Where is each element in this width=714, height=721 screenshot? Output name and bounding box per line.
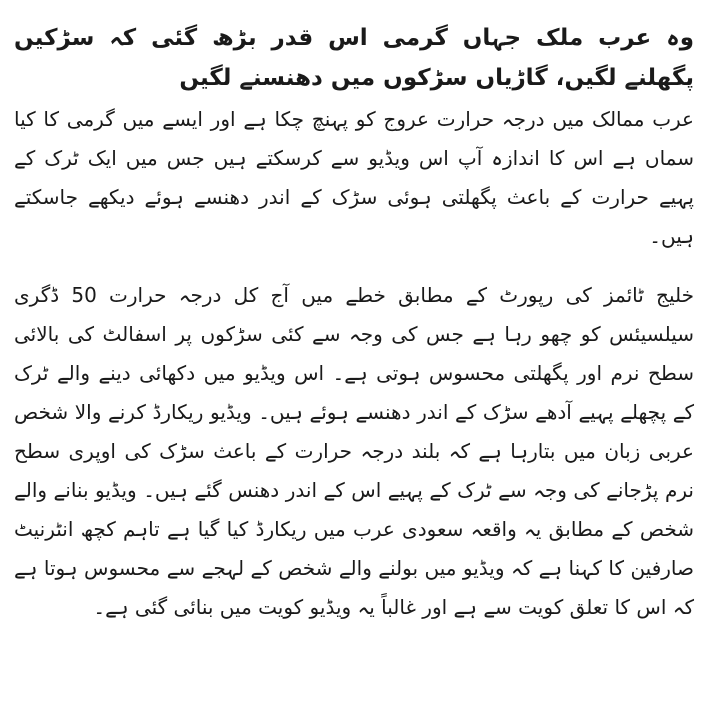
article-headline: وہ عرب ملک جہاں گرمی اس قدر بڑھ گئی کہ سڑکیں پگھلنے لگیں، گاڑیاں سڑکوں میں دھنسنے لگیں bbox=[14, 25, 694, 91]
article-paragraph-1: عرب ممالک میں درجہ حرارت عروج کو پہنچ چکا ہے اور ایسے میں گرمی کا کیا سماں ہے اس کا اندازہ آپ اس ویڈیو سے کرسکتے ہیں جس میں ایک ٹرک کے پہیے حرارت کے باعث پگھلتی ہوئی سڑک کے اندر دھنسے ہوئے دیکھے جاسکتے ہیں۔ bbox=[14, 107, 694, 248]
article-paragraph-2: خلیج ٹائمز کی رپورٹ کے مطابق خطے میں آج کل درجہ حرارت 50 ڈگری سیلسیئس کو چھو رہا ہے جس کی وجہ سے کئی سڑکوں پر اسفالٹ کی بالائی سطح نرم اور پگھلتی محسوس ہوتی ہے۔ اس ویڈیو میں دکھائی دینے والے ٹرک کے پچھلے پہیے آدھے سڑک کے اندر دھنسے ہوئے ہیں۔ ویڈیو ریکارڈ کرنے والا شخص عربی زبان میں بتارہا ہے کہ بلند درجہ حرارت کے باعث سڑک کی اوپری سطح نرم پڑجانے کی وجہ سے ٹرک کے پہیے اس کے اندر دھنس گئے ہیں۔ ویڈیو بنانے والے شخص کے مطابق یہ واقعہ سعودی عرب میں ریکارڈ کیا گیا ہے تاہم کچھ انٹرنیٹ صارفین کا کہنا ہے کہ ویڈیو میں بولنے والے شخص کے لہجے سے محسوس ہوتا ہے کہ اس کا تعلق کویت سے ہے اور غالباً یہ ویڈیو کویت میں بنائی گئی ہے۔ bbox=[14, 283, 694, 619]
article bbox=[0, 18, 714, 627]
